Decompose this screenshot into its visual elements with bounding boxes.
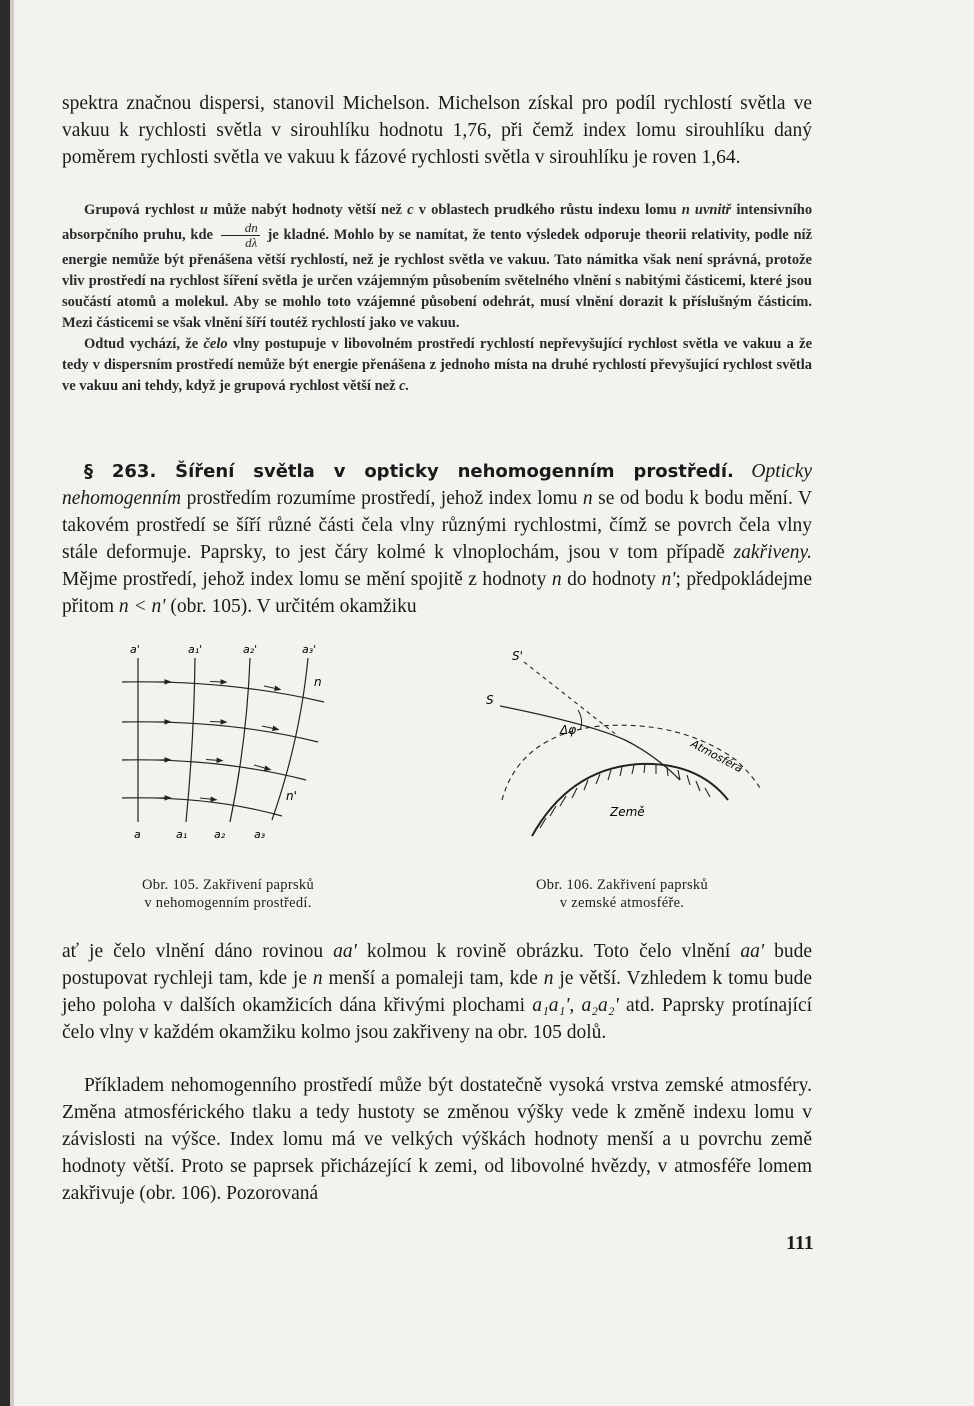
ray-1 xyxy=(122,682,324,702)
arrow-2c xyxy=(262,726,276,729)
ray-4 xyxy=(122,798,282,816)
label-a2-prime: a₂' xyxy=(243,643,258,656)
wavefront-a2 xyxy=(230,658,250,822)
page-edge-shadow xyxy=(10,0,14,1406)
arrow-1c xyxy=(264,686,278,689)
paragraph-2-text: ať je čelo vlnění dáno rovinou aa' kolmou k rovině obrázku. Toto čelo vlnění aa' bude postupovat rychleji tam, kde je n menší a pomaleji tam, kde n je větší. Vzhledem k tomu bude jeho poloha v dalších okamžicích dána křivými plochami a₁a₁', a₂a₂' atd. Paprsky protínající čelo vlny v každém okamžiku kolmo jsou zakřiveny na obr. 105 dolů. xyxy=(62,941,813,1043)
label-a1: a₁ xyxy=(176,828,188,841)
paragraph-3 xyxy=(62,1072,812,1207)
label-atmosfera: Atmosféra xyxy=(688,737,745,776)
section-heading: § 263. Šíření světla v opticky nehomogenním prostředí. xyxy=(84,461,734,482)
page-edge xyxy=(0,0,10,1406)
paragraph-1-text: spektra značnou dispersi, stanovil Michelson. Michelson získal pro podíl rychlostí světla ve vakuu k rychlosti světla v sirouhlíku hodnotu 1,76, při čemž index lomu sirouhlíku daný poměrem rychlosti světla ve vakuu k fázové rychlosti světla v sirouhlíku je roven 1,64. xyxy=(62,93,812,168)
arrow-4b xyxy=(200,798,214,800)
paragraph-2 xyxy=(62,938,812,1046)
delta-phi-arc xyxy=(578,710,582,730)
figure-106 xyxy=(480,640,780,840)
paragraph-1 xyxy=(62,90,812,171)
label-delta-phi: Δφ xyxy=(560,723,577,737)
label-a3-prime: a₃' xyxy=(302,643,317,656)
section-263 xyxy=(62,458,812,620)
label-n-prime: n' xyxy=(286,789,297,803)
arrow-3c xyxy=(254,765,268,769)
earth-surface xyxy=(532,764,728,836)
label-n: n xyxy=(314,675,322,689)
label-a: a xyxy=(134,828,141,841)
label-a1-prime: a₁' xyxy=(188,643,203,656)
ray-3 xyxy=(122,760,306,780)
note-paragraph-1: Grupová rychlost u může nabýt hodnoty větší než c v oblastech prudkého růstu indexu lomu n uvnitř intensivního absorpčního pruhu, kde $\frac{dn}{d\lambda}$ je kladné. Mohlo by se namítat, že tento výsledek odporuje theorii relativity, podle níž energie nemůže být přenášena větší rychlostí, než je rychlost světla ve vakuu. Tato námitka však není správná, protože vliv prostředí na rychlost šíření světla je určen vzájemným působením světelného vlnění s nabitými částicemi, které jsou součástí atomů a molekul. Aby se mohlo toto vzájemné působení odehrát, musí vlnění dorazit k příslušným částicím. Mezi částicemi se však vlnění šíří toutéž rychlostí jako ve vakuu. xyxy=(62,202,813,331)
figure-105 xyxy=(110,640,350,850)
caption-fig-105: Obr. 105. Zakřivení paprsků v nehomogenním prostředí. xyxy=(142,877,314,911)
fraction-dn-dlambda: $\frac{dn}{d\lambda}$ xyxy=(221,221,260,250)
star-ray xyxy=(500,706,680,780)
section-263-paragraph: § 263. Šíření světla v opticky nehomogenním prostředí. Opticky nehomogenním prostředím rozumíme prostředí, jehož index lomu n se od bodu k bodu mění. V takovém prostředí se šíří různé části čela vlny různými rychlostmi, čímž se povrch čela vlny stále deformuje. Paprsky, to jest čáry kolmé k vlnoplochám, jsou v tom případě zakřiveny. Mějme prostředí, jehož index lomu se mění spojitě z hodnoty n do hodnoty n'; předpokládejme přitom n < n' (obr. 105). V určitém okamžiku xyxy=(62,461,813,617)
label-s: S xyxy=(486,693,494,707)
label-a2: a₂ xyxy=(214,828,226,841)
arrow-3b xyxy=(206,760,220,761)
arrow-1b xyxy=(210,682,224,683)
label-zeme: Země xyxy=(610,805,645,819)
paragraph-3-text: Příkladem nehomogenního prostředí může být dostatečně vysoká vrstva zemské atmosféry. Změna atmosférického tlaku a tedy hustoty se změnou výšky vede k změně indexu lomu v závislosti na výšce. Index lomu má ve velkých výškách hodnoty menší a u povrchu země hodnoty větší. Proto se paprsek přicházející k zemi, od libovolné hvězdy, v atmosféře lomem zakřivuje (obr. 106). Pozorovaná xyxy=(62,1075,812,1204)
label-s-prime: S' xyxy=(512,649,523,663)
ray-2 xyxy=(122,722,318,742)
arrow-2b xyxy=(210,722,224,723)
note-paragraph-2: Odtud vychází, že čelo vlny postupuje v libovolném prostředí rychlostí nepřevyšující rychlost světla ve vakuu a že tedy v dispersním prostředí nemůže být energie přenášena z jednoho místa na druhé rychlostí převyšující rychlost světla ve vakuu ani tehdy, když je grupová rychlost větší než c. xyxy=(62,336,813,394)
small-print-note xyxy=(62,200,812,397)
caption-fig-106: Obr. 106. Zakřivení paprsků v zemské atmosféře. xyxy=(536,877,708,911)
label-a3: a₃ xyxy=(254,828,266,841)
page-number: 111 xyxy=(786,1232,814,1254)
label-a-prime: a' xyxy=(130,643,140,656)
